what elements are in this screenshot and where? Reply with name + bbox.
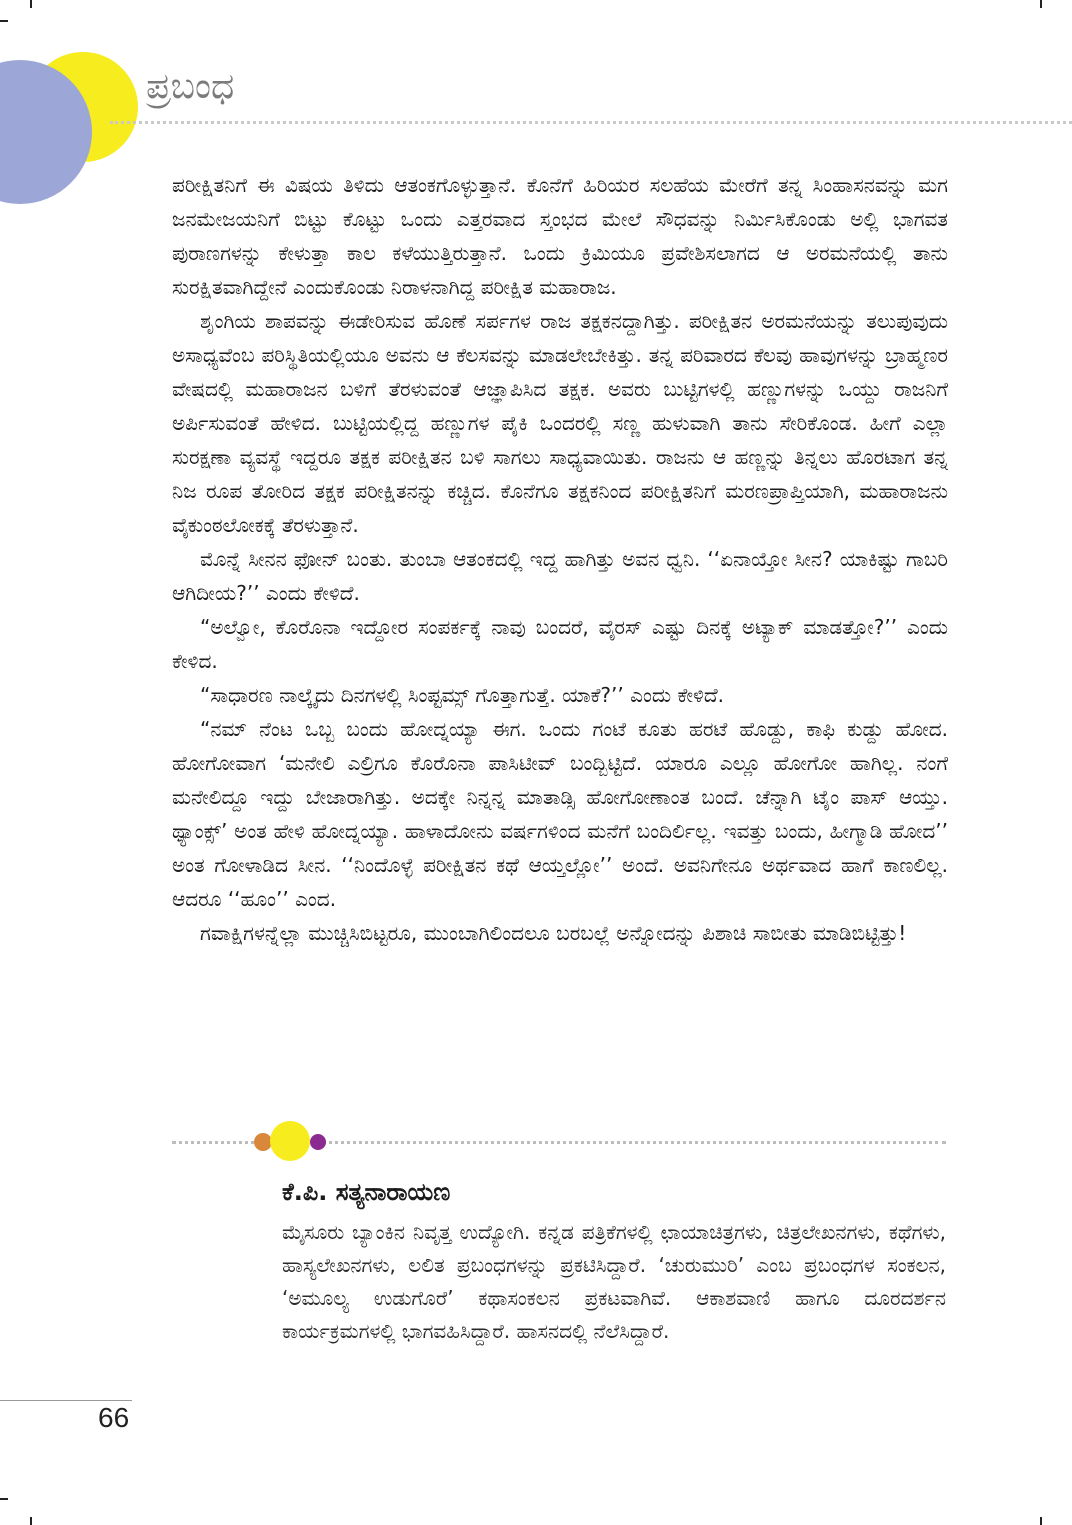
page-number: 66	[98, 1402, 130, 1433]
paragraph: ಮೊನ್ನೆ ಸೀನನ ಫೋನ್ ಬಂತು. ತುಂಬಾ ಆತಂಕದಲ್ಲಿ ಇದ್ದ ಹಾಗಿತ್ತು ಅವನ ಧ್ವನಿ. ‘‘ಏನಾಯ್ತೋ ಸೀನ? ಯಾಕಿಷ್ಟು ಗಾಬರಿ ಆಗಿದೀಯ?’’ ಎಂದು ಕೇಳಿದೆ.	[172, 547, 948, 605]
crop-mark-left-bottom	[0, 1498, 8, 1500]
yellow-dot-ornament	[270, 1121, 310, 1161]
crop-mark-top-left	[30, 0, 32, 8]
article-body	[172, 168, 948, 1118]
author-bio: ಮೈಸೂರು ಬ್ಯಾಂಕಿನ ನಿವೃತ್ತ ಉದ್ಯೋಗಿ. ಕನ್ನಡ ಪತ್ರಿಕೆಗಳಲ್ಲಿ ಛಾಯಾಚಿತ್ರಗಳು, ಚಿತ್ರಲೇಖನಗಳು, ಕಥೆಗಳು, ಹಾಸ್ಯಲೇಖನಗಳು, ಲಲಿತ ಪ್ರಬಂಧಗಳನ್ನು ಪ್ರಕಟಿಸಿದ್ದಾರೆ. ‘ಚುರುಮುರಿ’ ಎಂಬ ಪ್ರಬಂಧಗಳ ಸಂಕಲನ, ‘ಅಮೂಲ್ಯ ಉಡುಗೊರೆ’ ಕಥಾಸಂಕಲನ ಪ್ರಕಟವಾಗಿವೆ. ಆಕಾಶವಾಣಿ ಹಾಗೂ ದೂರದರ್ಶನ ಕಾರ್ಯಕ್ರಮಗಳಲ್ಲಿ ಭಾಗವಹಿಸಿದ್ದಾರೆ. ಹಾಸನದಲ್ಲಿ ನೆಲೆಸಿದ್ದಾರೆ.	[282, 1220, 946, 1343]
crop-mark-left-top	[0, 20, 8, 22]
paragraph: ಶೃಂಗಿಯ ಶಾಪವನ್ನು ಈಡೇರಿಸುವ ಹೊಣೆ ಸರ್ಪಗಳ ರಾಜ ತಕ್ಷಕನದ್ದಾಗಿತ್ತು. ಪರೀಕ್ಷಿತನ ಅರಮನೆಯನ್ನು ತಲುಪುವುದು ಅಸಾಧ್ಯವೆಂಬ ಪರಿಸ್ಥಿತಿಯಲ್ಲಿಯೂ ಅವನು ಆ ಕೆಲಸವನ್ನು ಮಾಡಲೇಬೇಕಿತ್ತು. ತನ್ನ ಪರಿವಾರದ ಕೆಲವು ಹಾವುಗಳನ್ನು ಬ್ರಾಹ್ಮಣರ ವೇಷದಲ್ಲಿ ಮಹಾರಾಜನ ಬಳಿಗೆ ತೆರಳುವಂತೆ ಆಜ್ಞಾಪಿಸಿದ ತಕ್ಷಕ. ಅವರು ಬುಟ್ಟಿಗಳಲ್ಲಿ ಹಣ್ಣುಗಳನ್ನು ಒಯ್ದು ರಾಜನಿಗೆ ಅರ್ಪಿಸುವಂತೆ ಹೇಳಿದ. ಬುಟ್ಟಿಯಲ್ಲಿದ್ದ ಹಣ್ಣುಗಳ ಪೈಕಿ ಒಂದರಲ್ಲಿ ಸಣ್ಣ ಹುಳುವಾಗಿ ತಾನು ಸೇರಿಕೊಂಡ. ಹೀಗೆ ಎಲ್ಲಾ ಸುರಕ್ಷಣಾ ವ್ಯವಸ್ಥೆ ಇದ್ದರೂ ತಕ್ಷಕ ಪರೀಕ್ಷಿತನ ಬಳಿ ಸಾಗಲು ಸಾಧ್ಯವಾಯಿತು. ರಾಜನು ಆ ಹಣ್ಣನ್ನು ತಿನ್ನಲು ಹೊರಟಾಗ ತನ್ನ ನಿಜ ರೂಪ ತೋರಿದ ತಕ್ಷಕ ಪರೀಕ್ಷಿತನನ್ನು ಕಚ್ಚಿದ. ಕೊನೆಗೂ ತಕ್ಷಕನಿಂದ ಪರೀಕ್ಷಿತನಿಗೆ ಮರಣಪ್ರಾಪ್ತಿಯಾಗಿ, ಮಹಾರಾಜನು ವೈಕುಂಠಲೋಕಕ್ಕೆ ತೆರಳುತ್ತಾನೆ.	[172, 309, 948, 537]
paragraph: “ಅಲ್ವೋ, ಕೊರೊನಾ ಇದ್ದೋರ ಸಂಪರ್ಕಕ್ಕೆ ನಾವು ಬಂದರೆ, ವೈರಸ್ ಎಷ್ಟು ದಿನಕ್ಕೆ ಅಟ್ಯಾಕ್ ಮಾಡತ್ತೋ?’’ ಎಂದು ಕೇಳಿದ.	[172, 615, 948, 673]
crop-mark-bottom-right	[1040, 1517, 1042, 1525]
paragraph: “ನಮ್ ನೆಂಟ ಒಬ್ಬ ಬಂದು ಹೋದ್ನಯ್ಯಾ ಈಗ. ಒಂದು ಗಂಟೆ ಕೂತು ಹರಟೆ ಹೊಡ್ದು, ಕಾಫಿ ಕುಡ್ದು ಹೋದ. ಹೋಗೋವಾಗ ‘ಮನೇಲಿ ಎಲ್ರಿಗೂ ಕೊರೊನಾ ಪಾಸಿಟೀವ್ ಬಂದ್ಬಿಟ್ಟಿದೆ. ಯಾರೂ ಎಲ್ಲೂ ಹೋಗೋ ಹಾಗಿಲ್ಲ. ನಂಗೆ ಮನೇಲಿದ್ದೂ ಇದ್ದು ಬೇಜಾರಾಗಿತ್ತು. ಅದಕ್ಕೇ ನಿನ್ನನ್ನ ಮಾತಾಡ್ಸಿ ಹೋಗೋಣಾಂತ ಬಂದೆ. ಚೆನ್ನಾಗಿ ಟೈಂ ಪಾಸ್ ಆಯ್ತು. ಥ್ಯಾಂಕ್ಸ್’ ಅಂತ ಹೇಳಿ ಹೋದ್ನಯ್ಯಾ. ಹಾಳಾದೋನು ವರ್ಷಗಳಿಂದ ಮನೆಗೆ ಬಂದಿರ್ಲಿಲ್ಲ. ಇವತ್ತು ಬಂದು, ಹೀಗ್ಮಾಡಿ ಹೋದ’’ ಅಂತ ಗೋಳಾಡಿದ ಸೀನ. ‘‘ನಿಂದೊಳ್ಳೆ ಪರೀಕ್ಷಿತನ ಕಥೆ ಆಯ್ತಲ್ಲೋ’’ ಅಂದೆ. ಅವನಿಗೇನೂ ಅರ್ಥವಾದ ಹಾಗೆ ಕಾಣಲಿಲ್ಲ. ಆದರೂ ‘‘ಹೂಂ’’ ಎಂದ.	[172, 717, 948, 911]
section-title: ಪ್ರಬಂಧ	[146, 66, 235, 107]
header-dotted-divider	[110, 121, 1072, 124]
paragraph: “ಸಾಧಾರಣ ನಾಲ್ಕೈದು ದಿನಗಳಲ್ಲಿ ಸಿಂಪ್ಟಮ್ಸ್ ಗೊತ್ತಾಗುತ್ತೆ. ಯಾಕೆ?’’ ಎಂದು ಕೇಳಿದೆ.	[200, 683, 724, 707]
paragraph: ಗವಾಕ್ಷಿಗಳನ್ನೆಲ್ಲಾ ಮುಚ್ಚಿಸಿಬಿಟ್ಟರೂ, ಮುಂಬಾಗಿಲಿಂದಲೂ ಬರಬಲ್ಲೆ ಅನ್ನೋದನ್ನು ಪಿಶಾಚಿ ಸಾಬೀತು ಮಾಡಿಬಿಟ್ಟಿತ್ತು!	[200, 921, 907, 945]
paragraph: ಪರೀಕ್ಷಿತನಿಗೆ ಈ ವಿಷಯ ತಿಳಿದು ಆತಂಕಗೊಳ್ಳುತ್ತಾನೆ. ಕೊನೆಗೆ ಹಿರಿಯರ ಸಲಹೆಯ ಮೇರೆಗೆ ತನ್ನ ಸಿಂಹಾಸನವನ್ನು ಮಗ ಜನಮೇಜಯನಿಗೆ ಬಿಟ್ಟು ಕೊಟ್ಟು ಒಂದು ಎತ್ತರವಾದ ಸ್ತಂಭದ ಮೇಲೆ ಸೌಧವನ್ನು ನಿರ್ಮಿಸಿಕೊಂಡು ಅಲ್ಲಿ ಭಾಗವತ ಪುರಾಣಗಳನ್ನು ಕೇಳುತ್ತಾ ಕಾಲ ಕಳೆಯುತ್ತಿರುತ್ತಾನೆ. ಒಂದು ಕ್ರಿಮಿಯೂ ಪ್ರವೇಶಿಸಲಾಗದ ಆ ಅರಮನೆಯಲ್ಲಿ ತಾನು ಸುರಕ್ಷಿತವಾಗಿದ್ದೇನೆ ಎಂದುಕೊಂಡು ನಿರಾಳನಾಗಿದ್ದ ಪರೀಕ್ಷಿತ ಮಹಾರಾಜ.	[172, 173, 948, 299]
purple-dot-ornament	[310, 1134, 326, 1150]
author-name: ಕೆ.ಪಿ. ಸತ್ಯನಾರಾಯಣ	[282, 1178, 451, 1206]
crop-mark-top-right	[1040, 0, 1042, 8]
crop-mark-bottom-left	[30, 1517, 32, 1525]
